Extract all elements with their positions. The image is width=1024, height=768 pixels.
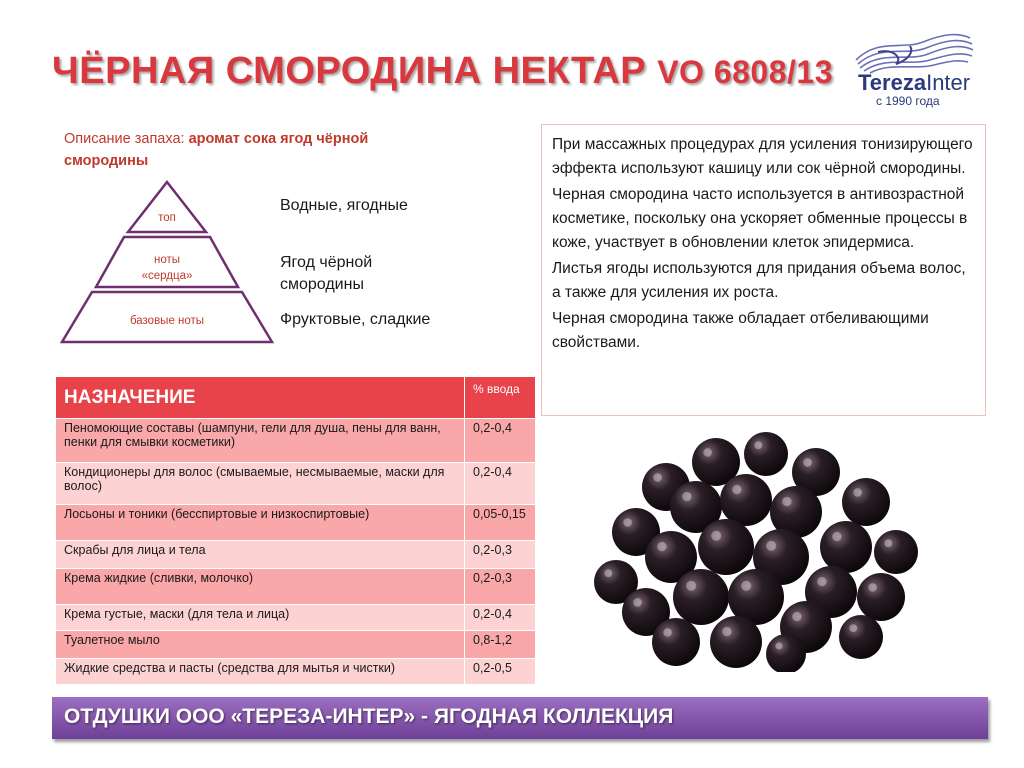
note-top: Водные, ягодные xyxy=(280,197,408,214)
scent-description-value: аромат сока ягод чёрной смородины xyxy=(64,131,369,169)
berry-highlight xyxy=(604,569,612,577)
scent-description xyxy=(64,128,444,172)
berry xyxy=(842,478,890,526)
berry-highlight xyxy=(775,642,782,649)
usage-cell: Пеномоющие составы (шампуни, гели для душа, пены для ванн, пенки для смывки косметики) xyxy=(56,419,465,463)
berry-highlight xyxy=(868,583,877,592)
note-heart: Ягод чёрной смородины xyxy=(280,254,373,293)
benefit-paragraph: Листья ягоды используются для придания объема волос, а также для усиления их роста. xyxy=(552,260,966,301)
berry xyxy=(673,569,729,625)
berry-highlight xyxy=(853,488,862,497)
logo-brand: TerezaInter xyxy=(858,70,971,95)
title-code: VO 6808/13 xyxy=(657,54,833,90)
blackcurrant-photo xyxy=(576,432,936,672)
usage-cell: Скрабы для лица и тела xyxy=(56,541,465,569)
berry-highlight xyxy=(884,539,892,547)
berry-highlight xyxy=(732,485,741,494)
berry-highlight xyxy=(849,624,857,632)
benefit-paragraph: При массажных процедурах для усиления тонизирующего эффекта используют кашицу или сок чёрной смородины. xyxy=(552,136,973,177)
berry-highlight xyxy=(711,531,721,541)
benefit-paragraph: Черная смородина часто используется в антивозрастной косметике, поскольку она ускоряет обменные процессы в коже, участвует в обновлении клеток эпидермиса. xyxy=(552,186,968,251)
pyramid-label-base: базовые ноты xyxy=(129,315,205,327)
header-percent: % ввода xyxy=(465,377,536,419)
berry-highlight xyxy=(741,581,751,591)
table-row xyxy=(56,659,536,685)
berry xyxy=(698,519,754,575)
table-header-row xyxy=(56,377,536,419)
pyramid-label-heart: ноты «сердца» xyxy=(141,254,193,282)
berry xyxy=(720,474,772,526)
usage-cell: Лосьоны и тоники (бесспиртовые и низкоспиртовые) xyxy=(56,505,465,541)
percent-cell: 0,8-1,2 xyxy=(465,631,536,659)
berry-highlight xyxy=(686,581,696,591)
table-row xyxy=(56,505,536,541)
usage-cell: Крема жидкие (сливки, молочко) xyxy=(56,569,465,605)
berry-highlight xyxy=(817,577,826,586)
berry xyxy=(710,616,762,668)
berry xyxy=(857,573,905,621)
berry-highlight xyxy=(754,441,762,449)
berry-highlight xyxy=(782,497,791,506)
percent-cell: 0,2-0,5 xyxy=(465,659,536,685)
berry-highlight xyxy=(766,541,776,551)
berry-highlight xyxy=(663,628,672,637)
title-main: ЧЁРНАЯ СМОРОДИНА НЕКТАР xyxy=(52,50,658,92)
footer-banner xyxy=(52,697,988,739)
logo-since: с 1990 года xyxy=(876,94,940,108)
table-row xyxy=(56,541,536,569)
percent-cell: 0,05-0,15 xyxy=(465,505,536,541)
berry xyxy=(839,615,883,659)
percent-cell: 0,2-0,3 xyxy=(465,569,536,605)
table-row xyxy=(56,569,536,605)
berry-highlight xyxy=(653,473,662,482)
usage-cell: Жидкие средства и пасты (средства для мытья и чистки) xyxy=(56,659,465,685)
table-row xyxy=(56,631,536,659)
benefits-box xyxy=(541,124,986,416)
pyramid-label-top: топ xyxy=(158,212,176,224)
usage-cell: Кондиционеры для волос (смываемые, несмываемые, маски для волос) xyxy=(56,463,465,505)
berry-highlight xyxy=(703,448,712,457)
berry-highlight xyxy=(657,542,666,551)
berry-highlight xyxy=(682,492,691,501)
percent-cell: 0,2-0,4 xyxy=(465,419,536,463)
berry-highlight xyxy=(803,458,812,467)
note-base: Фруктовые, сладкие xyxy=(280,311,431,328)
berry xyxy=(744,432,788,476)
percent-cell: 0,2-0,4 xyxy=(465,463,536,505)
berry-highlight xyxy=(623,518,632,527)
berry-highlight xyxy=(722,627,731,636)
berry xyxy=(652,618,700,666)
table-row xyxy=(56,419,536,463)
scent-description-label: Описание запаха: xyxy=(64,131,189,147)
benefit-paragraph: Черная смородина также обладает отбеливающими свойствами. xyxy=(552,310,929,351)
usage-table xyxy=(55,376,536,685)
percent-cell: 0,2-0,3 xyxy=(465,541,536,569)
berry xyxy=(874,530,918,574)
usage-cell: Туалетное мыло xyxy=(56,631,465,659)
header-purpose: НАЗНАЧЕНИЕ xyxy=(56,377,465,419)
pyramid-top-tier xyxy=(128,182,206,232)
berry-highlight xyxy=(792,612,801,621)
table-row xyxy=(56,463,536,505)
footer-text: ОТДУШКИ ООО «ТЕРЕЗА-ИНТЕР» - ЯГОДНАЯ КОЛЛЕКЦИЯ xyxy=(64,705,674,728)
percent-cell: 0,2-0,4 xyxy=(465,605,536,631)
berry-highlight xyxy=(633,598,642,607)
page-title xyxy=(52,50,833,93)
berry-highlight xyxy=(832,532,841,541)
berry xyxy=(820,521,872,573)
usage-cell: Крема густые, маски (для тела и лица) xyxy=(56,605,465,631)
table-row xyxy=(56,605,536,631)
